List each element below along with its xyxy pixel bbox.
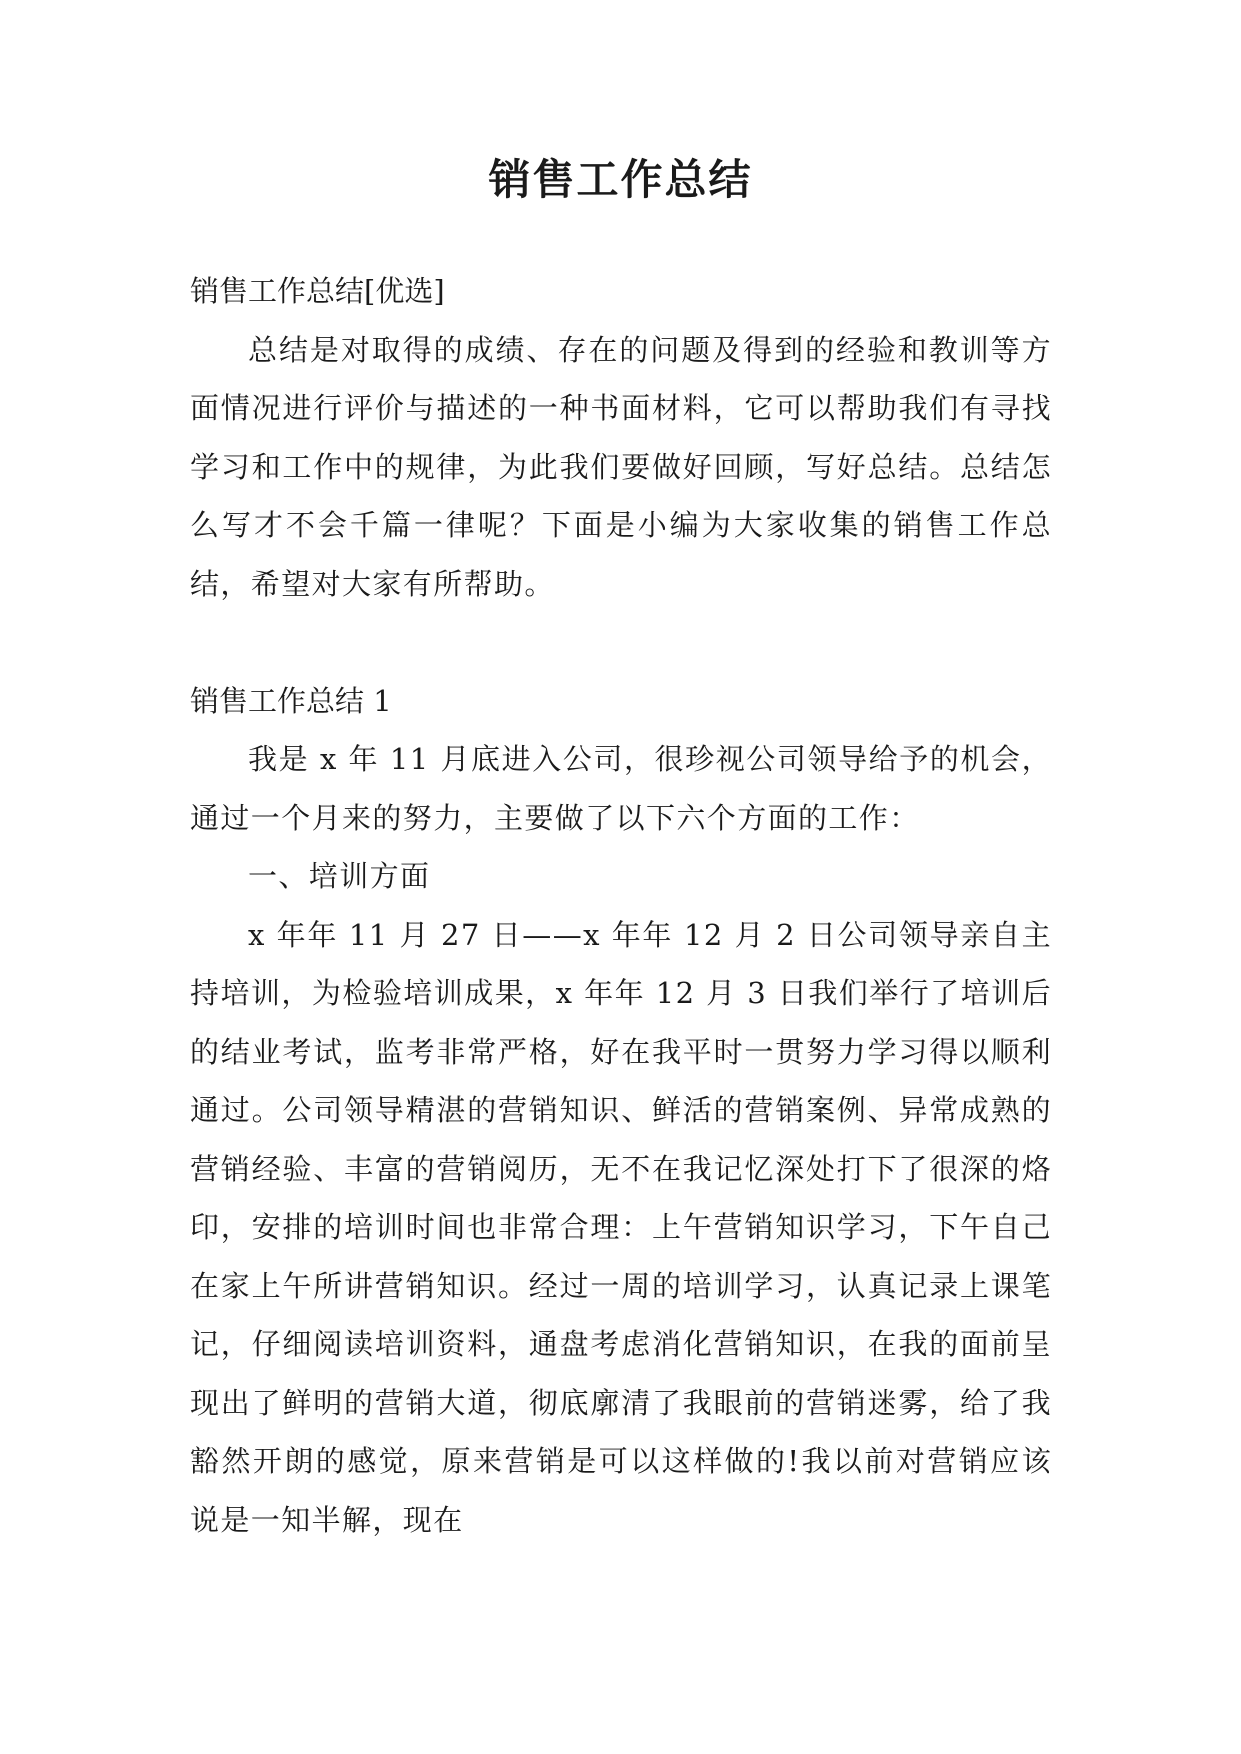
section-heading: 销售工作总结 1 <box>190 683 392 718</box>
subsection-heading: 一、培训方面 <box>248 859 431 893</box>
intro-paragraph: 总结是对取得的成绩、存在的问题及得到的经验和教训等方面情况进行评价与描述的一种书面材料，它可以帮助我们有寻找学习和工作中的规律，为此我们要做好回顾，写好总结。总结怎么写才不会千篇一律呢？下面是小编为大家收集的销售工作总结，希望对大家有所帮助。 <box>190 332 1052 601</box>
body-paragraph-2: x 年年 11 月 27 日——x 年年 12 月 2 日公司领导亲自主持培训，为检验培训成果，x 年年 12 月 3 日我们举行了培训后的结业考试，监考非常严格，好在我平时一贯努力学习得以顺利通过。公司领导精湛的营销知识、鲜活的营销案例、异常成熟的营销经验、丰富的营销阅历，无不在我记忆深处打下了很深的烙印，安排的培训时间也非常合理：上午营销知识学习，下午自己在家上午所讲营销知识。经过一周的培训学习，认真记录上课笔记，仔细阅读培训资料，通盘考虑消化营销知识，在我的面前呈现出了鲜明的营销大道，彻底廓清了我眼前的营销迷雾，给了我豁然开朗的感觉，原来营销是可以这样做的!我以前对营销应该说是一知半解，现在 <box>190 917 1052 1537</box>
body-paragraph-1: 我是 x 年 11 月底进入公司，很珍视公司领导给予的机会，通过一个月来的努力，主要做了以下六个方面的工作： <box>190 742 1052 835</box>
section-gap <box>190 613 1052 672</box>
subtitle-heading: 销售工作总结[优选] <box>190 274 445 308</box>
document-title: 销售工作总结 <box>488 155 753 204</box>
document-body <box>190 262 1052 1549</box>
